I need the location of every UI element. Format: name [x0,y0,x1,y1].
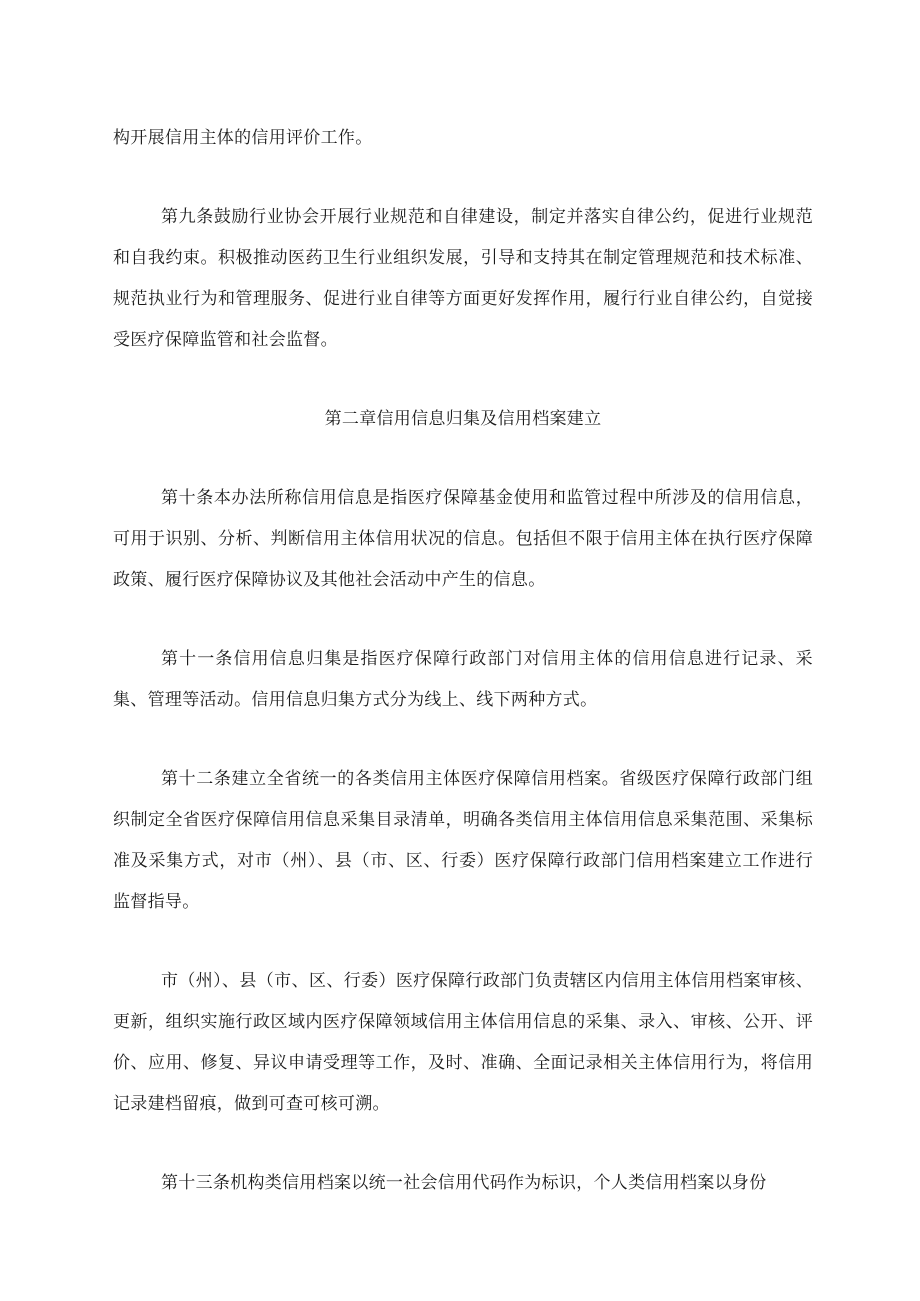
chapter-heading: 第二章信用信息归集及信用档案建立 [324,409,602,429]
article-11-paragraph: 第十一条信用信息归集是指医疗保障行政部门对信用主体的信用信息进行记录、采集、管理等活动。信用信息归集方式分为线上、线下两种方式。 [113,649,813,710]
paragraph-continuation: 构开展信用主体的信用评价工作。 [113,128,373,148]
article-12-continuation-paragraph: 市（州）、县（市、区、行委）医疗保障行政部门负责辖区内信用主体信用档案审核、更新，组织实施行政区域内医疗保障领域信用主体信用信息的采集、录入、审核、公开、评价、应用、修复、异议申请受理等工作，及时、准确、全面记录相关主体信用行为，将信用记录建档留痕，做到可查可核可溯。 [113,971,813,1114]
article-10-paragraph: 第十条本办法所称信用信息是指医疗保障基金使用和监管过程中所涉及的信用信息，可用于识别、分析、判断信用主体信用状况的信息。包括但不限于信用主体在执行医疗保障政策、履行医疗保障协议及其他社会活动中产生的信息。 [113,488,813,590]
document-page [113,118,813,1204]
article-13-paragraph: 第十三条机构类信用档案以统一社会信用代码作为标识，个人类信用档案以身份 [161,1173,767,1193]
article-9-paragraph: 第九条鼓励行业协会开展行业规范和自律建设，制定并落实自律公约，促进行业规范和自我约束。积极推动医药卫生行业组织发展，引导和支持其在制定管理规范和技术标准、规范执业行为和管理服务、促进行业自律等方面更好发挥作用，履行行业自律公约，自觉接受医疗保障监管和社会监督。 [113,207,813,350]
article-12-paragraph: 第十二条建立全省统一的各类信用主体医疗保障信用档案。省级医疗保障行政部门组织制定全省医疗保障信用信息采集目录清单，明确各类信用主体信用信息采集范围、采集标准及采集方式，对市（州）、县（市、区、行委）医疗保障行政部门信用档案建立工作进行监督指导。 [113,769,813,912]
